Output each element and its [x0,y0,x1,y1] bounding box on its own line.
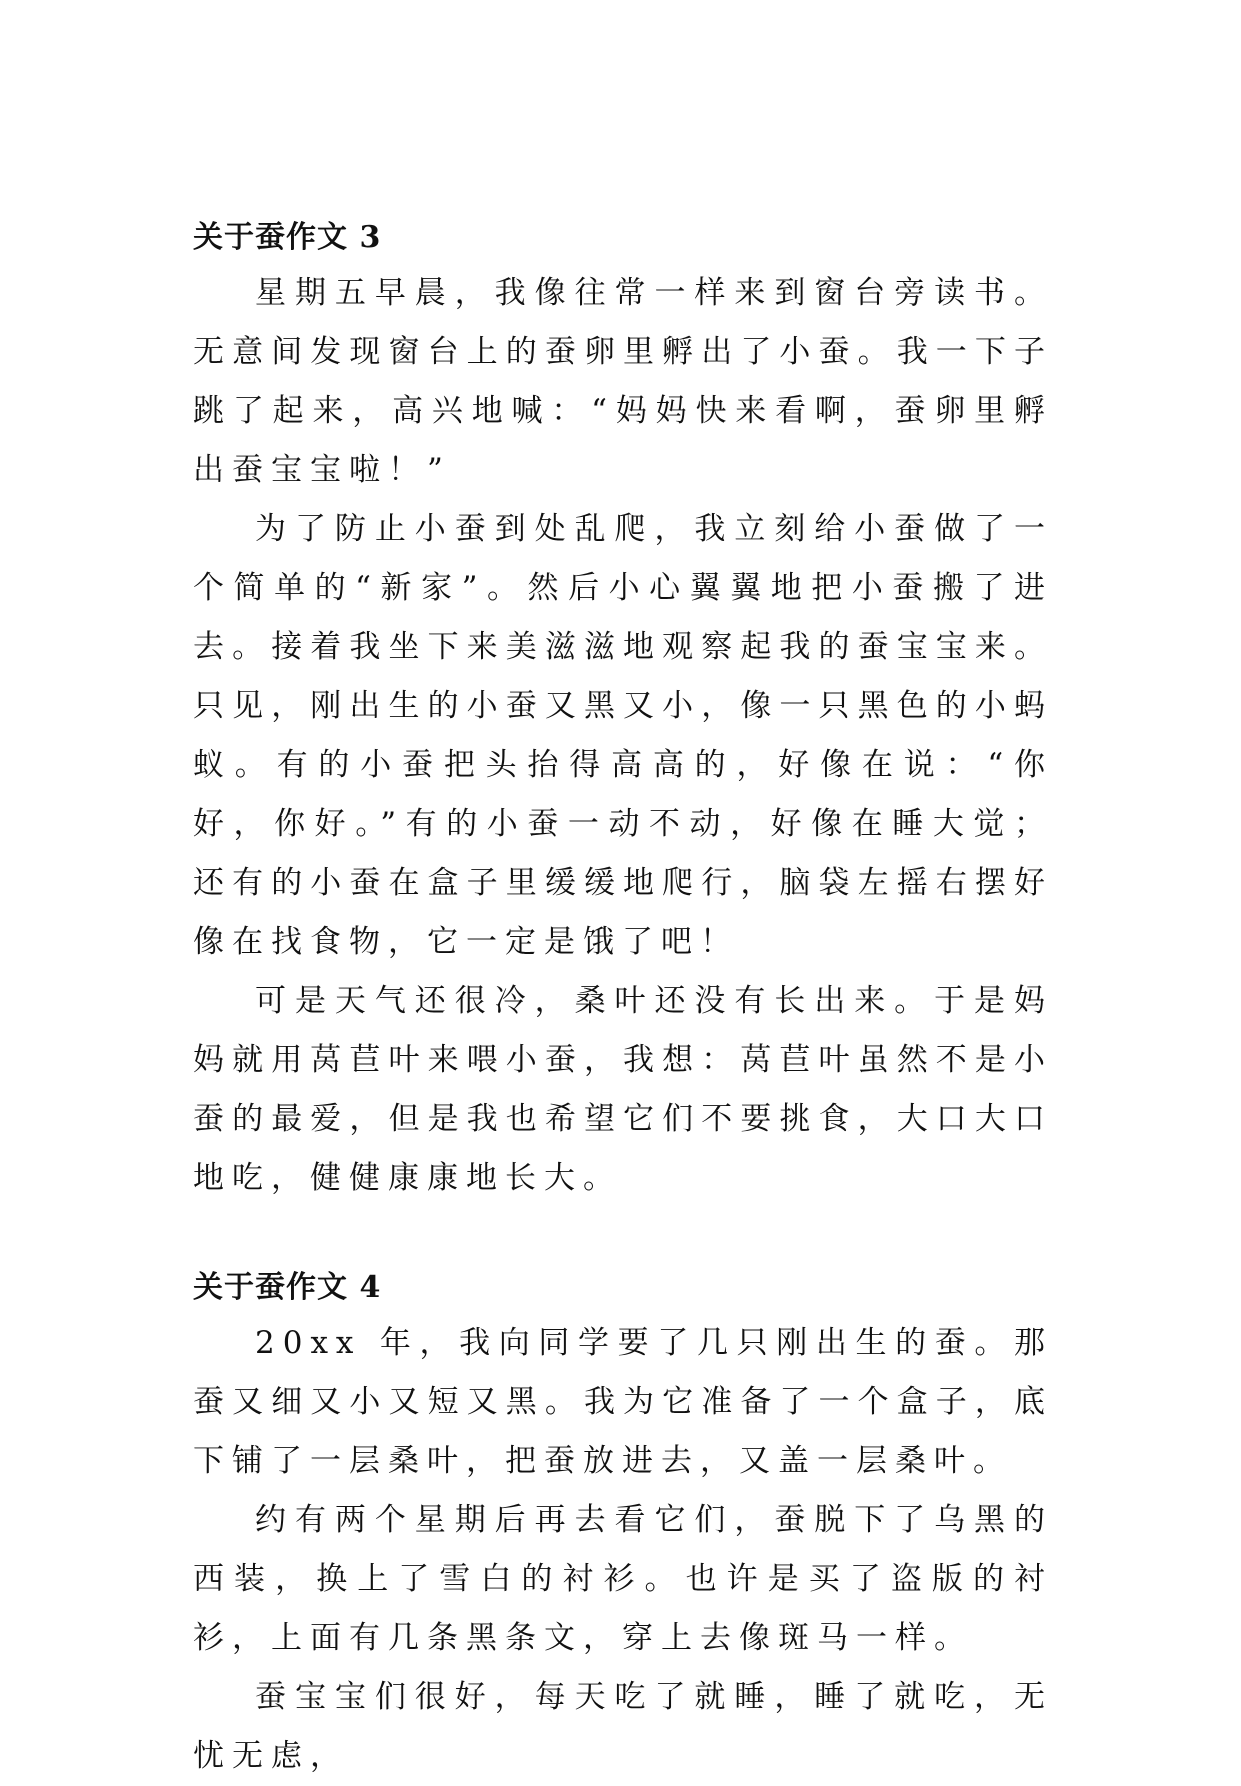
paragraph: 蚕宝宝们很好，每天吃了就睡，睡了就吃，无忧无虑， [193,1679,1053,1774]
section-title: 关于蚕作文 3 [193,220,382,255]
paragraph: 约有两个星期后再去看它们，蚕脱下了乌黑的西装，换上了雪白的衬衫。也许是买了盗版的衬衫，上面有几条黑条文，穿上去像斑马一样。 [193,1502,1053,1656]
essay-section-4 [193,1268,1053,1786]
section-title: 关于蚕作文 4 [193,1270,382,1305]
essay-section-3 [193,218,1053,1208]
paragraph: 为了防止小蚕到处乱爬，我立刻给小蚕做了一个简单的“新家”。然后小心翼翼地把小蚕搬了进去。接着我坐下来美滋滋地观察起我的蚕宝宝来。只见，刚出生的小蚕又黑又小，像一只黑色的小蚂蚁。有的小蚕把头抬得高高的，好像在说：“你好，你好。”有的小蚕一动不动，好像在睡大觉；还有的小蚕在盒子里缓缓地爬行，脑袋左摇右摆好像在找食物，它一定是饿了吧！ [193,511,1053,960]
document-body [193,218,1053,1786]
paragraph: 可是天气还很冷，桑叶还没有长出来。于是妈妈就用莴苣叶来喂小蚕，我想：莴苣叶虽然不是小蚕的最爱，但是我也希望它们不要挑食，大口大口地吃，健健康康地长大。 [193,983,1053,1196]
paragraph: 星期五早晨，我像往常一样来到窗台旁读书。无意间发现窗台上的蚕卵里孵出了小蚕。我一下子跳了起来，高兴地喊：“妈妈快来看啊，蚕卵里孵出蚕宝宝啦！” [193,275,1053,488]
paragraph: 20xx 年，我向同学要了几只刚出生的蚕。那蚕又细又小又短又黑。我为它准备了一个盒子，底下铺了一层桑叶，把蚕放进去，又盖一层桑叶。 [193,1325,1053,1479]
